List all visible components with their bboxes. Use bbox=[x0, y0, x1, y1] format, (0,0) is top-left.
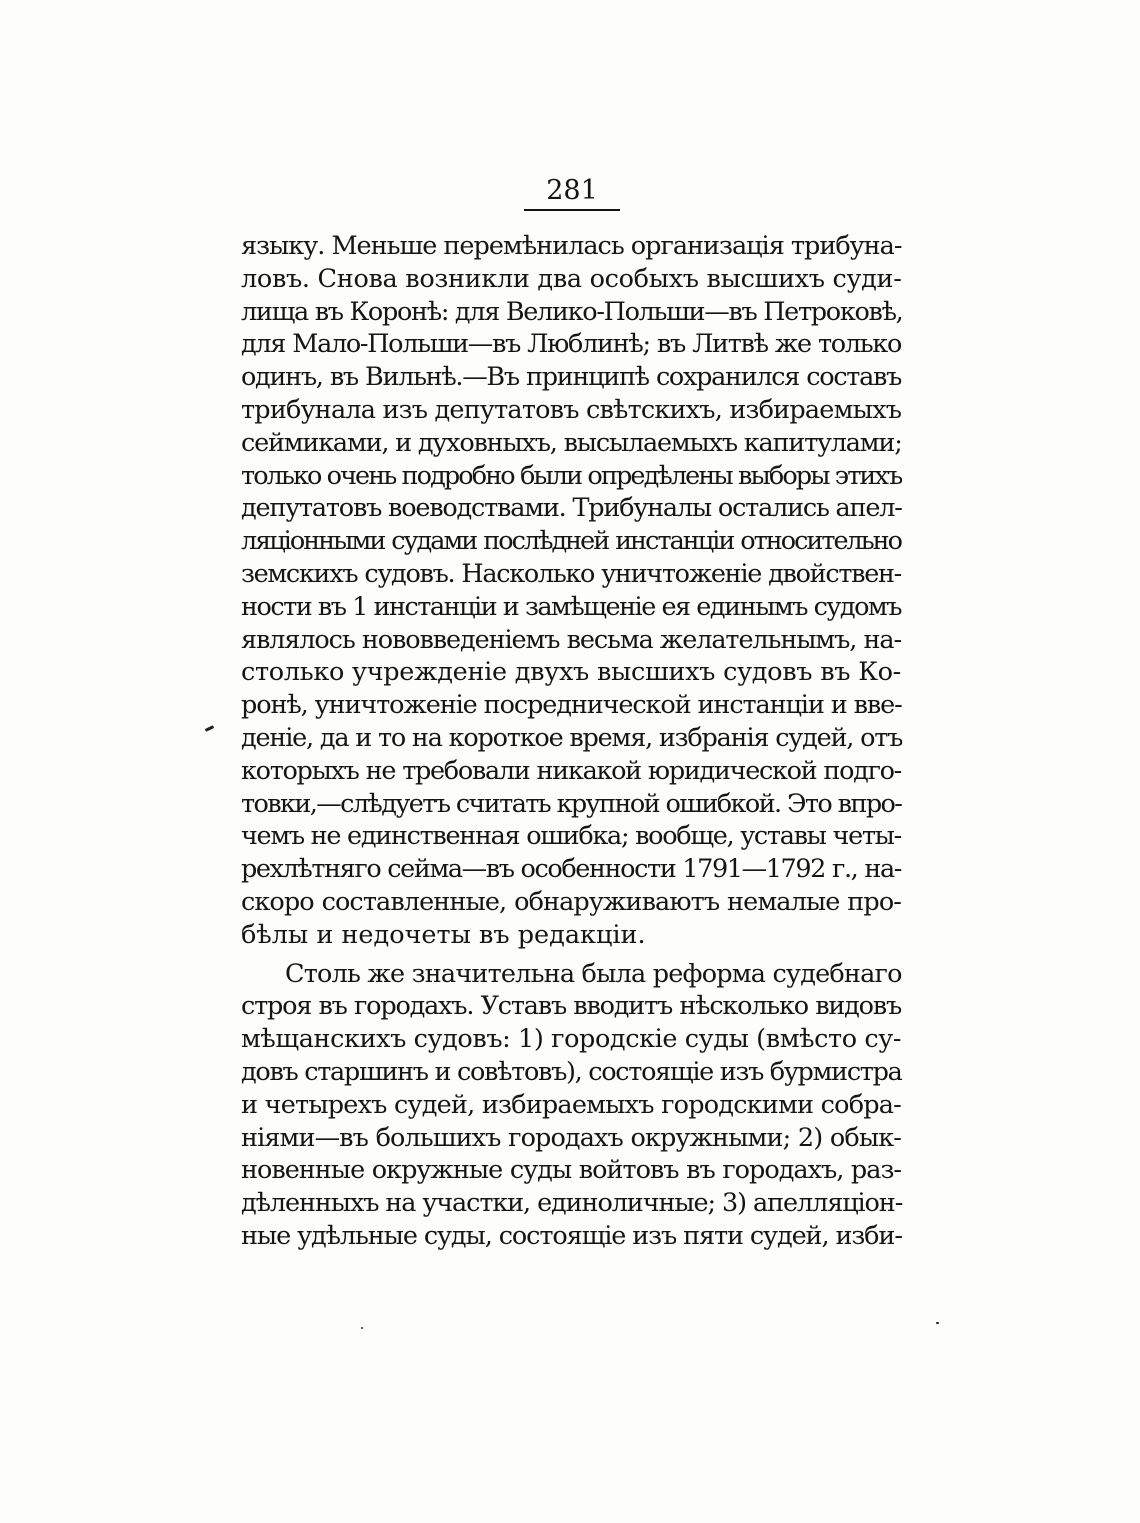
text-line: ные удѣльные суды, состоящіе изъ пяти судей, изби- bbox=[241, 1220, 902, 1251]
text-line: ляціонными судами послѣдней инстанціи относительно bbox=[241, 526, 901, 557]
page-number: 281 bbox=[524, 174, 620, 211]
text-line: являлось нововведеніемъ весьма желательнымъ, на- bbox=[241, 624, 901, 655]
text-line: сеймиками, и духовныхъ, высылаемыхъ капитулами; bbox=[241, 427, 902, 458]
text-line: земскихъ судовъ. Насколько уничтоженіе двойствен- bbox=[241, 558, 901, 589]
text-line: бѣлы и недочеты въ редакціи. bbox=[241, 919, 646, 950]
text-line: деніе, да и то на короткое время, избранія судей, отъ bbox=[241, 722, 903, 753]
body-text bbox=[241, 230, 901, 1253]
paragraph-2 bbox=[241, 958, 901, 1253]
text-line: довъ старшинъ и совѣтовъ), состоящіе изъ бурмистра bbox=[241, 1056, 902, 1087]
text-line: ловъ. Снова возникли два особыхъ высшихъ суди- bbox=[241, 263, 902, 294]
text-line: для Мало-Польши—въ Люблинѣ; въ Литвѣ же только bbox=[241, 329, 901, 360]
text-line: Столь же значительна была реформа судебнаго bbox=[285, 958, 902, 989]
ink-speck bbox=[205, 725, 214, 732]
text-line: одинъ, въ Вильнѣ.—Въ принципѣ сохранился составъ bbox=[241, 362, 901, 393]
text-line: скоро составленные, обнаруживаютъ немалые про- bbox=[241, 886, 901, 917]
text-line: столько учрежденіе двухъ высшихъ судовъ въ Ко- bbox=[241, 657, 901, 688]
text-line: ніями—въ большихъ городахъ окружными; 2) обык- bbox=[241, 1122, 901, 1153]
text-line: и четырехъ судей, избираемыхъ городскими собра- bbox=[241, 1089, 901, 1120]
text-line: дѣленныхъ на участки, единоличные; 3) апелляціон- bbox=[241, 1188, 903, 1219]
paragraph-1 bbox=[241, 230, 901, 952]
text-line: рехлѣтняго сейма—въ особенности 1791—1792 г., на- bbox=[241, 854, 901, 885]
text-line: трибунала изъ депутатовъ свѣтскихъ, избираемыхъ bbox=[241, 394, 902, 425]
text-line: чемъ не единственная ошибка; вообще, уставы четы- bbox=[241, 821, 901, 852]
text-line: языку. Меньше перемѣнилась организація трибуна- bbox=[241, 231, 902, 261]
text-line: лища въ Коронѣ: для Велико-Польши—въ Петроковѣ, bbox=[241, 296, 903, 327]
ink-speck bbox=[361, 1327, 363, 1329]
ink-speck bbox=[936, 1322, 939, 1324]
text-line: только очень подробно были опредѣлены выборы этихъ bbox=[241, 460, 902, 491]
text-line: товки,—слѣдуетъ считать крупной ошибкой. Это впро- bbox=[241, 788, 902, 819]
text-line: мѣщанскихъ судовъ: 1) городскіе суды (вмѣсто су- bbox=[241, 1024, 902, 1055]
text-line: ронѣ, уничтоженіе посреднической инстанціи и вве- bbox=[241, 690, 902, 721]
text-line: ности въ 1 инстанціи и замѣщеніе ея единымъ судомъ bbox=[241, 591, 901, 622]
text-line: новенные окружные суды войтовъ въ городахъ, раз- bbox=[241, 1155, 901, 1186]
text-line: строя въ городахъ. Уставъ вводитъ нѣсколько видовъ bbox=[241, 991, 901, 1022]
text-line: депутатовъ воеводствами. Трибуналы остались апел- bbox=[241, 493, 902, 524]
text-line: которыхъ не требовали никакой юридической подго- bbox=[241, 755, 901, 786]
